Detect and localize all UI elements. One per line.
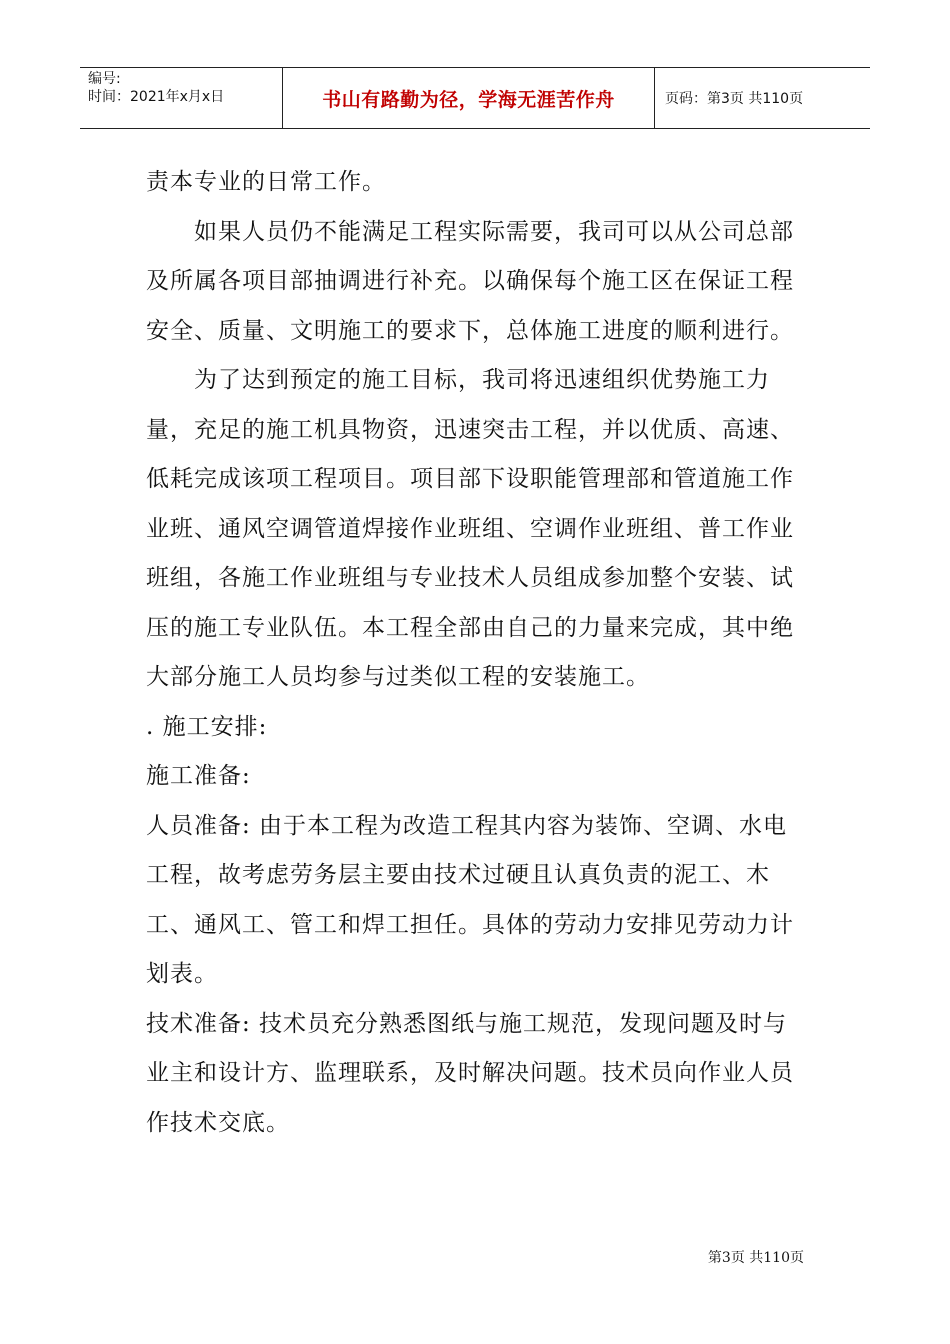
section-heading: . 施工安排: bbox=[146, 713, 268, 740]
page-header bbox=[80, 67, 870, 129]
header-motto: 书山有路勤为径，学海无涯苦作舟 bbox=[282, 68, 655, 128]
paragraph: 责本专业的日常工作。 bbox=[146, 169, 386, 195]
document-date: 时间：2021年x月x日 bbox=[88, 89, 225, 105]
paragraph: 如果人员仍不能满足工程实际需要，我司可以从公司总部及所属各项目部抽调进行补充。以确保每个施工区在保证工程安全、质量、文明施工的要求下，总体施工进度的顺利进行。 bbox=[146, 218, 794, 344]
header-page-number: 页码：第3页 共110页 bbox=[665, 91, 804, 107]
subsection-heading: 施工准备: bbox=[146, 763, 251, 789]
paragraph: 人员准备: 由于本工程为改造工程其内容为装饰、空调、水电工程，故考虑劳务层主要由技术过硬且认真负责的泥工、木工、通风工、管工和焊工担任。具体的劳动力安排见劳动力计划表。 bbox=[146, 812, 794, 987]
paragraph: 为了达到预定的施工目标，我司将迅速组织优势施工力量，充足的施工机具物资，迅速突击工程，并以优质、高速、低耗完成该项工程项目。项目部下设职能管理部和管道施工作业班、通风空调管道焊接作业班组、空调作业班组、普工作业班组，各施工作业班组与专业技术人员组成参加整个安装、试压的施工专业队伍。本工程全部由自己的力量来完成，其中绝大部分施工人员均参与过类似工程的安装施工。 bbox=[146, 367, 794, 690]
document-number-label: 编号: bbox=[88, 71, 121, 87]
page-footer: 第3页 共110页 bbox=[707, 1250, 804, 1266]
header-meta bbox=[80, 68, 282, 128]
paragraph: 技术准备: 技术员充分熟悉图纸与施工规范，发现问题及时与业主和设计方、监理联系，及时解决问题。技术员向作业人员作技术交底。 bbox=[146, 1010, 794, 1136]
document-body bbox=[146, 158, 806, 1148]
